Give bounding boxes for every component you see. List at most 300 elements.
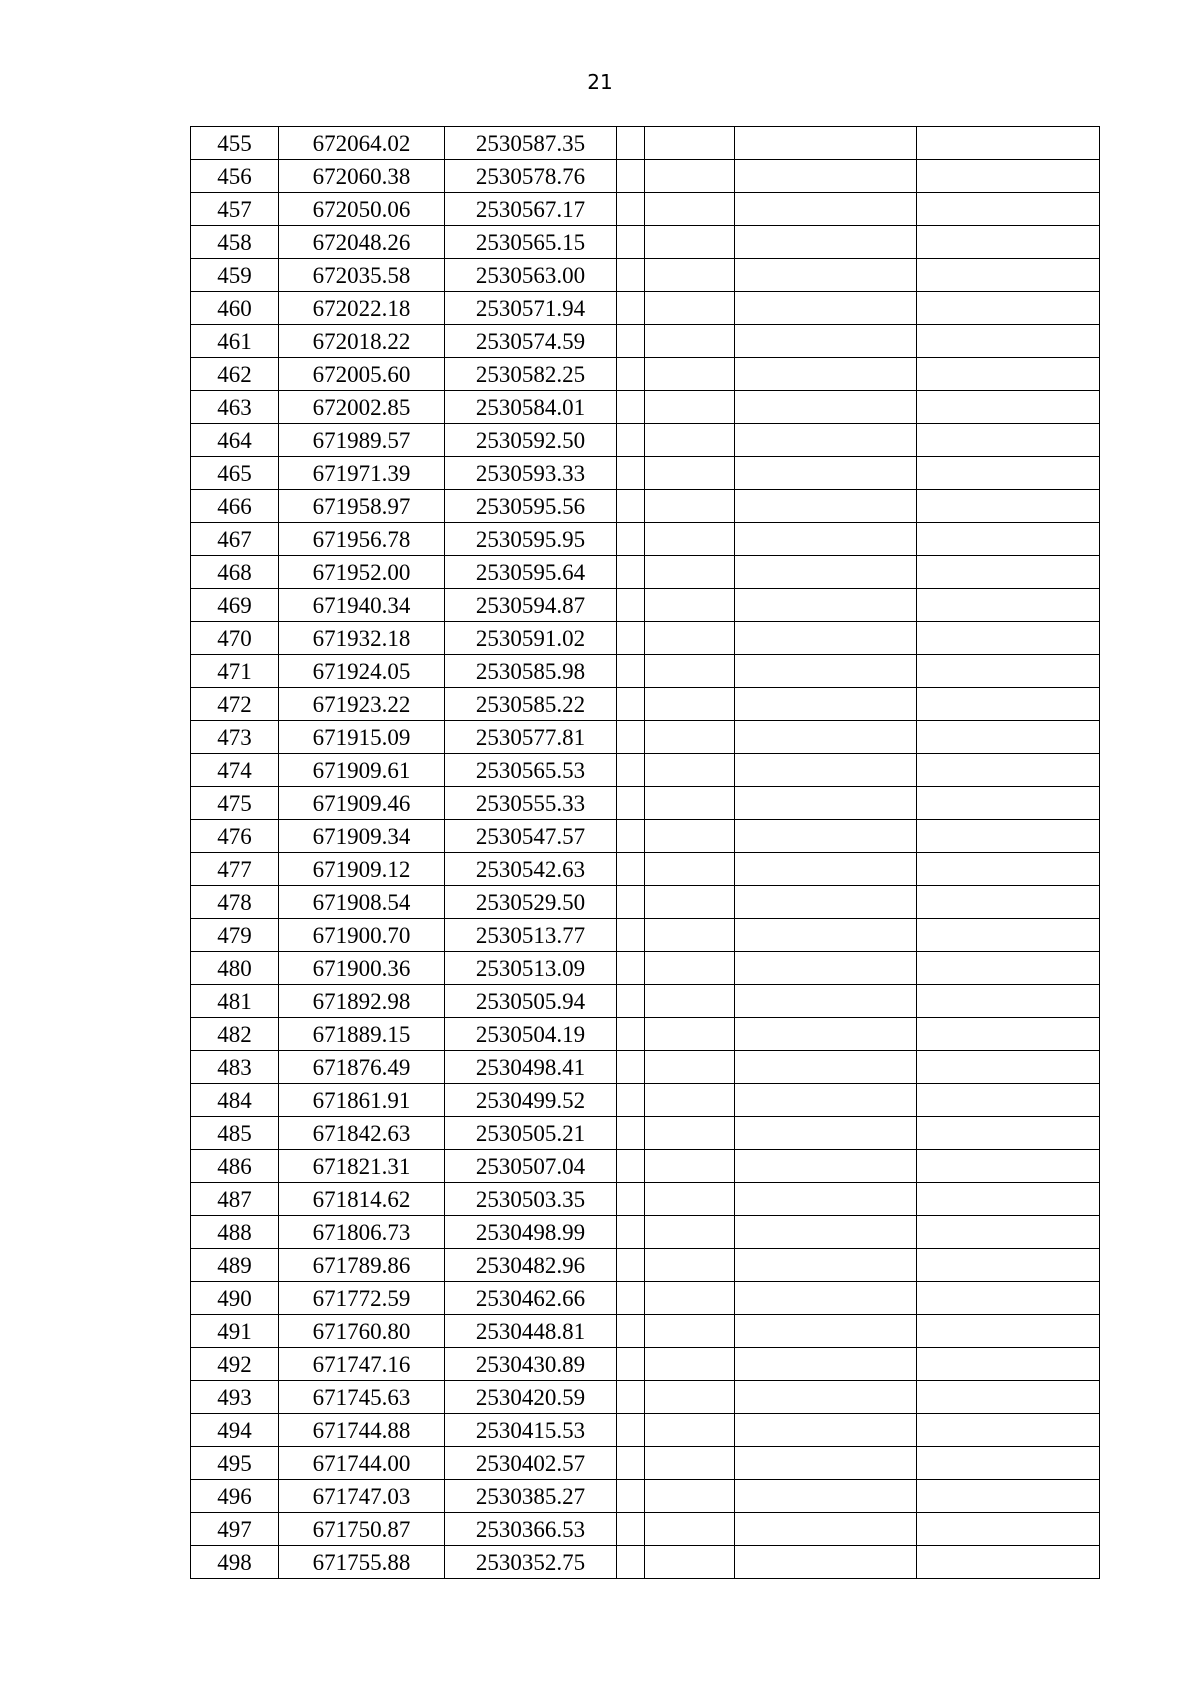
empty-cell — [735, 325, 917, 358]
empty-cell — [645, 622, 735, 655]
empty-cell — [645, 820, 735, 853]
empty-cell — [735, 523, 917, 556]
empty-cell — [617, 1480, 645, 1513]
empty-cell — [917, 1348, 1100, 1381]
point-number-cell: 460 — [191, 292, 279, 325]
x-coordinate-cell: 671889.15 — [279, 1018, 445, 1051]
empty-cell — [617, 952, 645, 985]
empty-cell — [617, 1117, 645, 1150]
point-number-cell: 482 — [191, 1018, 279, 1051]
empty-cell — [617, 1447, 645, 1480]
y-coordinate-cell: 2530592.50 — [445, 424, 617, 457]
point-number-cell: 492 — [191, 1348, 279, 1381]
empty-cell — [645, 1348, 735, 1381]
y-coordinate-cell: 2530415.53 — [445, 1414, 617, 1447]
table-row — [191, 1315, 1100, 1348]
empty-cell — [617, 1315, 645, 1348]
empty-cell — [917, 1084, 1100, 1117]
empty-cell — [917, 127, 1100, 160]
empty-cell — [617, 193, 645, 226]
empty-cell — [735, 160, 917, 193]
x-coordinate-cell: 671842.63 — [279, 1117, 445, 1150]
x-coordinate-cell: 671952.00 — [279, 556, 445, 589]
empty-cell — [617, 1381, 645, 1414]
empty-cell — [617, 1546, 645, 1579]
empty-cell — [617, 424, 645, 457]
empty-cell — [617, 1414, 645, 1447]
empty-cell — [917, 424, 1100, 457]
empty-cell — [735, 556, 917, 589]
y-coordinate-cell: 2530577.81 — [445, 721, 617, 754]
empty-cell — [917, 886, 1100, 919]
empty-cell — [645, 1150, 735, 1183]
table-row — [191, 1183, 1100, 1216]
point-number-cell: 459 — [191, 259, 279, 292]
empty-cell — [617, 589, 645, 622]
empty-cell — [917, 1513, 1100, 1546]
x-coordinate-cell: 671909.46 — [279, 787, 445, 820]
table-row — [191, 1282, 1100, 1315]
empty-cell — [645, 1447, 735, 1480]
empty-cell — [917, 226, 1100, 259]
empty-cell — [917, 1447, 1100, 1480]
empty-cell — [645, 1216, 735, 1249]
empty-cell — [917, 160, 1100, 193]
empty-cell — [645, 457, 735, 490]
point-number-cell: 486 — [191, 1150, 279, 1183]
y-coordinate-cell: 2530498.99 — [445, 1216, 617, 1249]
empty-cell — [645, 1315, 735, 1348]
y-coordinate-cell: 2530593.33 — [445, 457, 617, 490]
point-number-cell: 494 — [191, 1414, 279, 1447]
y-coordinate-cell: 2530574.59 — [445, 325, 617, 358]
point-number-cell: 462 — [191, 358, 279, 391]
empty-cell — [917, 325, 1100, 358]
empty-cell — [617, 1216, 645, 1249]
empty-cell — [735, 589, 917, 622]
empty-cell — [917, 457, 1100, 490]
y-coordinate-cell: 2530505.21 — [445, 1117, 617, 1150]
x-coordinate-cell: 672018.22 — [279, 325, 445, 358]
x-coordinate-cell: 671760.80 — [279, 1315, 445, 1348]
empty-cell — [917, 358, 1100, 391]
empty-cell — [617, 655, 645, 688]
empty-cell — [617, 820, 645, 853]
y-coordinate-cell: 2530571.94 — [445, 292, 617, 325]
empty-cell — [617, 490, 645, 523]
empty-cell — [735, 127, 917, 160]
empty-cell — [735, 1084, 917, 1117]
point-number-cell: 497 — [191, 1513, 279, 1546]
point-number-cell: 457 — [191, 193, 279, 226]
empty-cell — [917, 1414, 1100, 1447]
x-coordinate-cell: 671755.88 — [279, 1546, 445, 1579]
point-number-cell: 493 — [191, 1381, 279, 1414]
table-row — [191, 358, 1100, 391]
x-coordinate-cell: 672048.26 — [279, 226, 445, 259]
empty-cell — [735, 391, 917, 424]
y-coordinate-cell: 2530591.02 — [445, 622, 617, 655]
empty-cell — [735, 1513, 917, 1546]
x-coordinate-cell: 672050.06 — [279, 193, 445, 226]
x-coordinate-cell: 672060.38 — [279, 160, 445, 193]
y-coordinate-cell: 2530529.50 — [445, 886, 617, 919]
empty-cell — [735, 1249, 917, 1282]
y-coordinate-cell: 2530547.57 — [445, 820, 617, 853]
empty-cell — [617, 127, 645, 160]
empty-cell — [735, 424, 917, 457]
empty-cell — [617, 919, 645, 952]
y-coordinate-cell: 2530594.87 — [445, 589, 617, 622]
x-coordinate-cell: 671909.61 — [279, 754, 445, 787]
point-number-cell: 468 — [191, 556, 279, 589]
empty-cell — [917, 391, 1100, 424]
x-coordinate-cell: 671915.09 — [279, 721, 445, 754]
y-coordinate-cell: 2530565.15 — [445, 226, 617, 259]
empty-cell — [645, 556, 735, 589]
empty-cell — [645, 193, 735, 226]
point-number-cell: 488 — [191, 1216, 279, 1249]
empty-cell — [645, 1282, 735, 1315]
x-coordinate-cell: 671989.57 — [279, 424, 445, 457]
empty-cell — [735, 1018, 917, 1051]
empty-cell — [917, 1150, 1100, 1183]
empty-cell — [917, 1480, 1100, 1513]
table-row — [191, 622, 1100, 655]
x-coordinate-cell: 671789.86 — [279, 1249, 445, 1282]
table-row — [191, 292, 1100, 325]
empty-cell — [617, 985, 645, 1018]
point-number-cell: 470 — [191, 622, 279, 655]
empty-cell — [645, 259, 735, 292]
empty-cell — [735, 1150, 917, 1183]
empty-cell — [645, 1117, 735, 1150]
coordinates-table — [190, 126, 1100, 1579]
table-row — [191, 259, 1100, 292]
table-row — [191, 1216, 1100, 1249]
point-number-cell: 481 — [191, 985, 279, 1018]
empty-cell — [645, 391, 735, 424]
x-coordinate-cell: 671958.97 — [279, 490, 445, 523]
x-coordinate-cell: 671745.63 — [279, 1381, 445, 1414]
point-number-cell: 472 — [191, 688, 279, 721]
x-coordinate-cell: 671932.18 — [279, 622, 445, 655]
point-number-cell: 483 — [191, 1051, 279, 1084]
x-coordinate-cell: 672035.58 — [279, 259, 445, 292]
point-number-cell: 467 — [191, 523, 279, 556]
y-coordinate-cell: 2530585.22 — [445, 688, 617, 721]
point-number-cell: 495 — [191, 1447, 279, 1480]
x-coordinate-cell: 671876.49 — [279, 1051, 445, 1084]
table-row — [191, 820, 1100, 853]
table-row — [191, 985, 1100, 1018]
table-row — [191, 193, 1100, 226]
table-row — [191, 1414, 1100, 1447]
empty-cell — [617, 1513, 645, 1546]
x-coordinate-cell: 671924.05 — [279, 655, 445, 688]
point-number-cell: 496 — [191, 1480, 279, 1513]
empty-cell — [735, 193, 917, 226]
empty-cell — [735, 1381, 917, 1414]
empty-cell — [645, 358, 735, 391]
x-coordinate-cell: 671909.34 — [279, 820, 445, 853]
table-row — [191, 226, 1100, 259]
empty-cell — [645, 721, 735, 754]
empty-cell — [735, 1183, 917, 1216]
table-row — [191, 325, 1100, 358]
y-coordinate-cell: 2530430.89 — [445, 1348, 617, 1381]
x-coordinate-cell: 671772.59 — [279, 1282, 445, 1315]
empty-cell — [917, 1183, 1100, 1216]
y-coordinate-cell: 2530499.52 — [445, 1084, 617, 1117]
empty-cell — [917, 1315, 1100, 1348]
empty-cell — [617, 325, 645, 358]
y-coordinate-cell: 2530542.63 — [445, 853, 617, 886]
empty-cell — [735, 655, 917, 688]
empty-cell — [617, 226, 645, 259]
empty-cell — [617, 358, 645, 391]
empty-cell — [617, 160, 645, 193]
point-number-cell: 466 — [191, 490, 279, 523]
x-coordinate-cell: 672002.85 — [279, 391, 445, 424]
point-number-cell: 479 — [191, 919, 279, 952]
empty-cell — [645, 424, 735, 457]
empty-cell — [735, 985, 917, 1018]
point-number-cell: 464 — [191, 424, 279, 457]
y-coordinate-cell: 2530462.66 — [445, 1282, 617, 1315]
empty-cell — [917, 1216, 1100, 1249]
x-coordinate-cell: 671908.54 — [279, 886, 445, 919]
coordinates-table-body — [191, 127, 1100, 1579]
y-coordinate-cell: 2530584.01 — [445, 391, 617, 424]
y-coordinate-cell: 2530595.64 — [445, 556, 617, 589]
empty-cell — [917, 1381, 1100, 1414]
point-number-cell: 487 — [191, 1183, 279, 1216]
table-row — [191, 721, 1100, 754]
y-coordinate-cell: 2530595.56 — [445, 490, 617, 523]
y-coordinate-cell: 2530578.76 — [445, 160, 617, 193]
x-coordinate-cell: 671747.03 — [279, 1480, 445, 1513]
empty-cell — [617, 292, 645, 325]
empty-cell — [735, 358, 917, 391]
empty-cell — [735, 490, 917, 523]
x-coordinate-cell: 671940.34 — [279, 589, 445, 622]
point-number-cell: 498 — [191, 1546, 279, 1579]
x-coordinate-cell: 671909.12 — [279, 853, 445, 886]
empty-cell — [645, 160, 735, 193]
empty-cell — [917, 292, 1100, 325]
empty-cell — [617, 853, 645, 886]
empty-cell — [735, 1414, 917, 1447]
empty-cell — [735, 1315, 917, 1348]
empty-cell — [735, 688, 917, 721]
empty-cell — [617, 523, 645, 556]
empty-cell — [917, 622, 1100, 655]
empty-cell — [617, 259, 645, 292]
table-row — [191, 490, 1100, 523]
y-coordinate-cell: 2530505.94 — [445, 985, 617, 1018]
table-row — [191, 1447, 1100, 1480]
point-number-cell: 465 — [191, 457, 279, 490]
y-coordinate-cell: 2530507.04 — [445, 1150, 617, 1183]
point-number-cell: 473 — [191, 721, 279, 754]
table-row — [191, 1381, 1100, 1414]
table-row — [191, 1348, 1100, 1381]
point-number-cell: 478 — [191, 886, 279, 919]
empty-cell — [617, 886, 645, 919]
empty-cell — [917, 490, 1100, 523]
empty-cell — [735, 820, 917, 853]
table-row — [191, 1480, 1100, 1513]
point-number-cell: 477 — [191, 853, 279, 886]
y-coordinate-cell: 2530498.41 — [445, 1051, 617, 1084]
empty-cell — [917, 1117, 1100, 1150]
y-coordinate-cell: 2530587.35 — [445, 127, 617, 160]
empty-cell — [917, 787, 1100, 820]
empty-cell — [735, 1216, 917, 1249]
table-row — [191, 688, 1100, 721]
empty-cell — [917, 754, 1100, 787]
empty-cell — [735, 1480, 917, 1513]
point-number-cell: 480 — [191, 952, 279, 985]
x-coordinate-cell: 671892.98 — [279, 985, 445, 1018]
table-row — [191, 1117, 1100, 1150]
empty-cell — [735, 787, 917, 820]
empty-cell — [645, 589, 735, 622]
y-coordinate-cell: 2530565.53 — [445, 754, 617, 787]
empty-cell — [645, 292, 735, 325]
point-number-cell: 471 — [191, 655, 279, 688]
y-coordinate-cell: 2530482.96 — [445, 1249, 617, 1282]
empty-cell — [735, 1348, 917, 1381]
empty-cell — [617, 721, 645, 754]
empty-cell — [617, 556, 645, 589]
table-row — [191, 160, 1100, 193]
empty-cell — [645, 1414, 735, 1447]
y-coordinate-cell: 2530420.59 — [445, 1381, 617, 1414]
empty-cell — [617, 754, 645, 787]
x-coordinate-cell: 671814.62 — [279, 1183, 445, 1216]
empty-cell — [735, 721, 917, 754]
y-coordinate-cell: 2530555.33 — [445, 787, 617, 820]
empty-cell — [617, 391, 645, 424]
y-coordinate-cell: 2530504.19 — [445, 1018, 617, 1051]
empty-cell — [917, 919, 1100, 952]
empty-cell — [645, 952, 735, 985]
empty-cell — [735, 886, 917, 919]
x-coordinate-cell: 671747.16 — [279, 1348, 445, 1381]
empty-cell — [735, 1447, 917, 1480]
empty-cell — [645, 754, 735, 787]
empty-cell — [735, 919, 917, 952]
empty-cell — [617, 1183, 645, 1216]
x-coordinate-cell: 671971.39 — [279, 457, 445, 490]
table-row — [191, 1084, 1100, 1117]
empty-cell — [617, 1018, 645, 1051]
x-coordinate-cell: 671900.36 — [279, 952, 445, 985]
point-number-cell: 491 — [191, 1315, 279, 1348]
empty-cell — [617, 1051, 645, 1084]
empty-cell — [735, 754, 917, 787]
point-number-cell: 469 — [191, 589, 279, 622]
x-coordinate-cell: 671821.31 — [279, 1150, 445, 1183]
y-coordinate-cell: 2530352.75 — [445, 1546, 617, 1579]
table-row — [191, 952, 1100, 985]
empty-cell — [917, 985, 1100, 1018]
empty-cell — [917, 523, 1100, 556]
y-coordinate-cell: 2530582.25 — [445, 358, 617, 391]
empty-cell — [735, 1117, 917, 1150]
x-coordinate-cell: 671806.73 — [279, 1216, 445, 1249]
empty-cell — [617, 688, 645, 721]
empty-cell — [645, 325, 735, 358]
point-number-cell: 485 — [191, 1117, 279, 1150]
x-coordinate-cell: 672022.18 — [279, 292, 445, 325]
empty-cell — [645, 1381, 735, 1414]
empty-cell — [645, 1249, 735, 1282]
table-row — [191, 1513, 1100, 1546]
empty-cell — [617, 1150, 645, 1183]
table-row — [191, 1150, 1100, 1183]
empty-cell — [917, 952, 1100, 985]
point-number-cell: 461 — [191, 325, 279, 358]
table-row — [191, 655, 1100, 688]
empty-cell — [735, 457, 917, 490]
empty-cell — [645, 1051, 735, 1084]
y-coordinate-cell: 2530513.77 — [445, 919, 617, 952]
empty-cell — [645, 655, 735, 688]
empty-cell — [645, 226, 735, 259]
point-number-cell: 476 — [191, 820, 279, 853]
table-row — [191, 391, 1100, 424]
x-coordinate-cell: 672064.02 — [279, 127, 445, 160]
empty-cell — [917, 820, 1100, 853]
empty-cell — [645, 688, 735, 721]
table-row — [191, 1018, 1100, 1051]
empty-cell — [645, 919, 735, 952]
empty-cell — [735, 259, 917, 292]
page-number: 21 — [587, 70, 613, 94]
empty-cell — [617, 787, 645, 820]
table-row — [191, 919, 1100, 952]
x-coordinate-cell: 672005.60 — [279, 358, 445, 391]
point-number-cell: 490 — [191, 1282, 279, 1315]
y-coordinate-cell: 2530563.00 — [445, 259, 617, 292]
x-coordinate-cell: 671744.00 — [279, 1447, 445, 1480]
y-coordinate-cell: 2530585.98 — [445, 655, 617, 688]
point-number-cell: 463 — [191, 391, 279, 424]
y-coordinate-cell: 2530503.35 — [445, 1183, 617, 1216]
empty-cell — [645, 490, 735, 523]
empty-cell — [645, 853, 735, 886]
point-number-cell: 475 — [191, 787, 279, 820]
point-number-cell: 489 — [191, 1249, 279, 1282]
empty-cell — [617, 1348, 645, 1381]
empty-cell — [735, 1546, 917, 1579]
table-row — [191, 589, 1100, 622]
table-row — [191, 853, 1100, 886]
empty-cell — [617, 457, 645, 490]
empty-cell — [645, 1183, 735, 1216]
empty-cell — [645, 886, 735, 919]
table-row — [191, 1051, 1100, 1084]
empty-cell — [645, 1513, 735, 1546]
table-row — [191, 886, 1100, 919]
empty-cell — [917, 193, 1100, 226]
empty-cell — [645, 787, 735, 820]
empty-cell — [917, 1249, 1100, 1282]
empty-cell — [917, 1282, 1100, 1315]
